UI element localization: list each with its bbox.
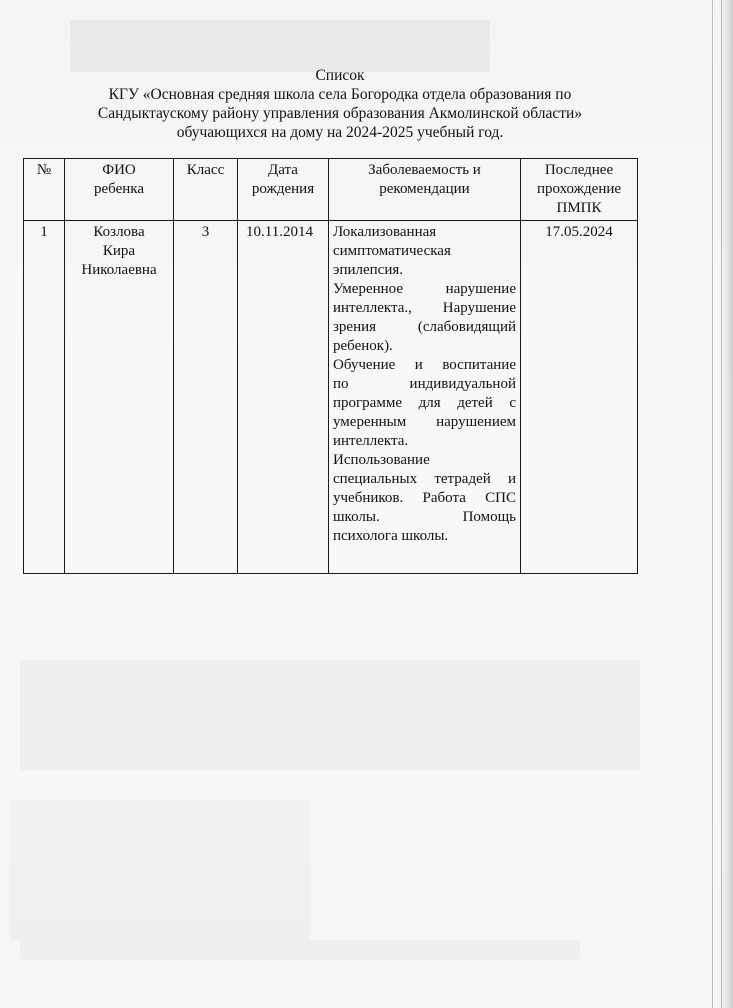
column-header-last-pmpk-line-3: ПМПК bbox=[556, 200, 602, 216]
diagnosis-line: программе для детей с bbox=[333, 395, 516, 411]
scan-artifact-bottom bbox=[10, 800, 310, 940]
diagnosis-line: Использование bbox=[333, 452, 430, 468]
column-header-birth-date-line-1: Дата bbox=[268, 162, 298, 178]
column-header-birth-date-line-2: рождения bbox=[251, 181, 315, 197]
document-header bbox=[60, 66, 620, 142]
diagnosis-line: Локализованная bbox=[333, 224, 437, 240]
page-edge-line-1 bbox=[712, 0, 713, 1008]
document-title: Список bbox=[315, 67, 365, 84]
column-header-last-pmpk-line-2: прохождение bbox=[536, 181, 622, 197]
diagnosis-line: эпилепсия. bbox=[333, 262, 403, 278]
diagnosis-line: зрения (слабовидящий bbox=[333, 319, 516, 335]
cell-student-name bbox=[65, 221, 174, 574]
diagnosis-line: Умеренное нарушение bbox=[333, 281, 516, 297]
students-table bbox=[23, 158, 638, 574]
diagnosis-line: специальных тетрадей и bbox=[333, 471, 516, 487]
cell-diagnosis bbox=[329, 221, 521, 574]
scan-artifact-top bbox=[70, 20, 490, 72]
column-header-class-label: Класс bbox=[186, 162, 225, 178]
cell-birth-date: 10.11.2014 bbox=[238, 221, 329, 574]
column-header-name-line-1: ФИО bbox=[102, 162, 136, 178]
cell-last-pmpk: 17.05.2024 bbox=[521, 221, 638, 574]
organization-line-2: Сандыктаускому району управления образования Акмолинской области» bbox=[97, 105, 583, 122]
organization-line-1: КГУ «Основная средняя школа села Богородка отдела образования по bbox=[108, 86, 572, 103]
table-header-row bbox=[24, 159, 638, 221]
diagnosis-line: умеренным нарушением bbox=[333, 414, 516, 430]
diagnosis-line: интеллекта. bbox=[333, 433, 409, 449]
column-header-diagnosis bbox=[329, 159, 521, 221]
column-header-diagnosis-line-2: рекомендации bbox=[379, 181, 470, 197]
cell-class: 3 bbox=[174, 221, 238, 574]
column-header-class bbox=[174, 159, 238, 221]
column-header-name-line-2: ребенка bbox=[94, 181, 144, 197]
diagnosis-line: учебников. Работа СПС bbox=[333, 490, 516, 506]
column-header-birth-date bbox=[238, 159, 329, 221]
column-header-number-label: № bbox=[36, 162, 52, 178]
cell-number: 1 bbox=[24, 221, 65, 574]
scan-artifact-middle bbox=[20, 660, 640, 770]
diagnosis-line: по индивидуальной bbox=[333, 376, 516, 392]
diagnosis-line: симптоматическая bbox=[333, 243, 451, 259]
document-subtitle: обучающихся на дому на 2024-2025 учебный год. bbox=[176, 124, 504, 141]
column-header-name bbox=[65, 159, 174, 221]
student-patronymic: Николаевна bbox=[81, 262, 157, 278]
column-header-last-pmpk-line-1: Последнее bbox=[544, 162, 614, 178]
diagnosis-line: интеллекта., Нарушение bbox=[333, 300, 516, 316]
diagnosis-line: психолога школы. bbox=[333, 528, 449, 544]
column-header-diagnosis-line-1: Заболеваемость и bbox=[368, 162, 481, 178]
student-surname: Козлова bbox=[93, 224, 145, 240]
table-row bbox=[24, 221, 638, 574]
column-header-last-pmpk bbox=[521, 159, 638, 221]
page-edge-line-2 bbox=[721, 0, 722, 1008]
diagnosis-line: школы. Помощь bbox=[333, 509, 516, 525]
student-first-name: Кира bbox=[102, 243, 136, 259]
diagnosis-line: ребенок). bbox=[333, 338, 393, 354]
scan-artifact-footer bbox=[20, 940, 580, 960]
column-header-number bbox=[24, 159, 65, 221]
diagnosis-line: Обучение и воспитание bbox=[333, 357, 516, 373]
